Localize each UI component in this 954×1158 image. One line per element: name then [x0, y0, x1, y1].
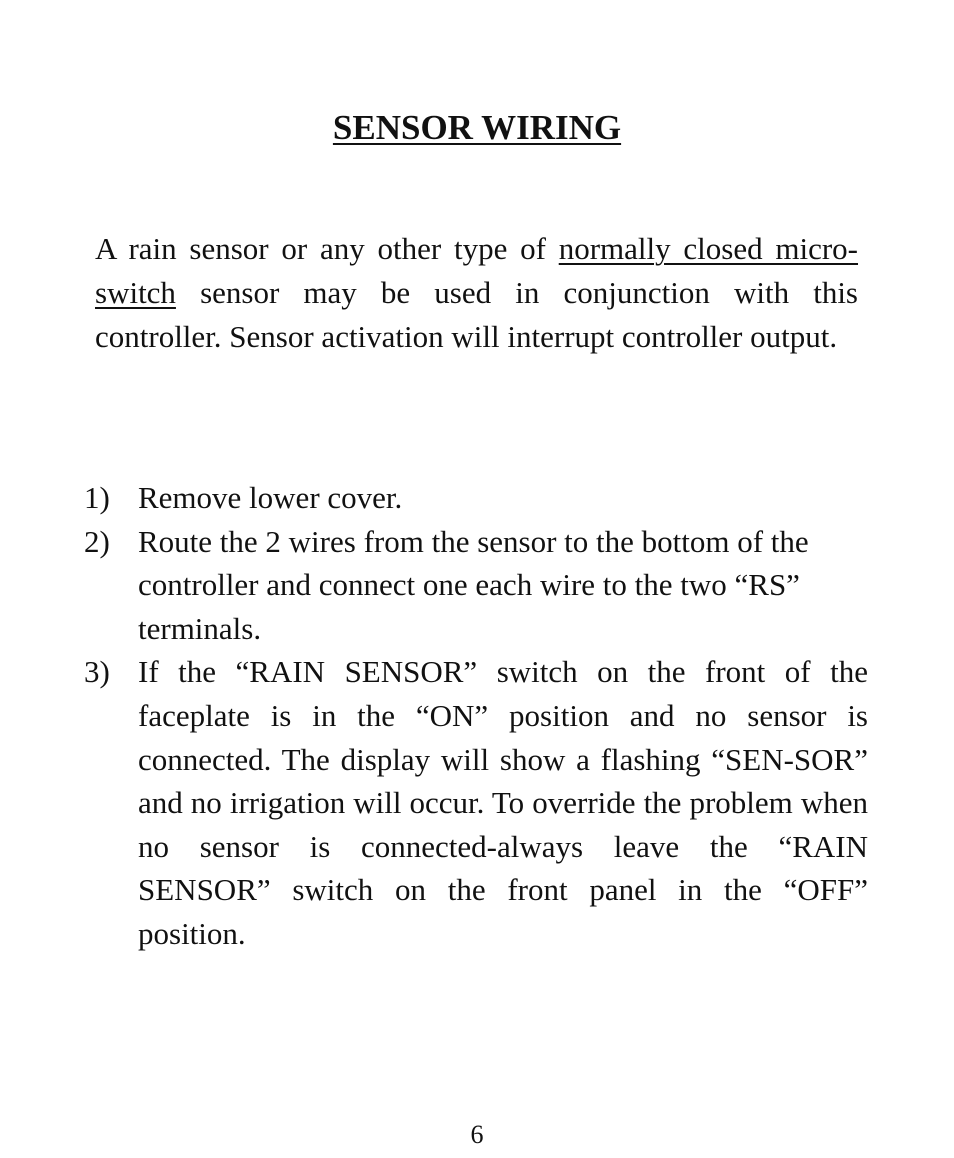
- step-item: [84, 476, 868, 520]
- step-number: 2): [84, 523, 110, 559]
- page-title: SENSOR WIRING: [332, 108, 622, 147]
- step-number: 1): [84, 480, 110, 515]
- step-item: [84, 520, 868, 651]
- steps-list: [84, 476, 868, 956]
- step-text: If the “RAIN SENSOR” switch on the front of the faceplate is in the “ON” position and no sensor is connected. The display will show a flashing “SEN-SOR” and no irrigation will occur. To override the problem when no sensor is connected-always leave the “RAIN SENSOR” switch on the front panel in the “OFF” position.: [138, 654, 868, 951]
- intro-text-before: A rain sensor or any other type of: [95, 231, 559, 266]
- step-text: Route the 2 wires from the sensor to the bottom of the controller and connect one each wire to the two “RS” terminals.: [138, 523, 809, 646]
- step-number: 3): [84, 654, 110, 690]
- step-text: Remove lower cover.: [138, 480, 403, 515]
- step-item: [84, 650, 868, 955]
- intro-paragraph: [95, 227, 858, 359]
- intro-text-after: sensor may be used in conjunction with this controller. Sensor activation will interrupt controller output.: [95, 275, 858, 354]
- page-number: 6: [470, 1120, 484, 1149]
- intro-underlined-term: normally closed micro-switch: [95, 231, 859, 310]
